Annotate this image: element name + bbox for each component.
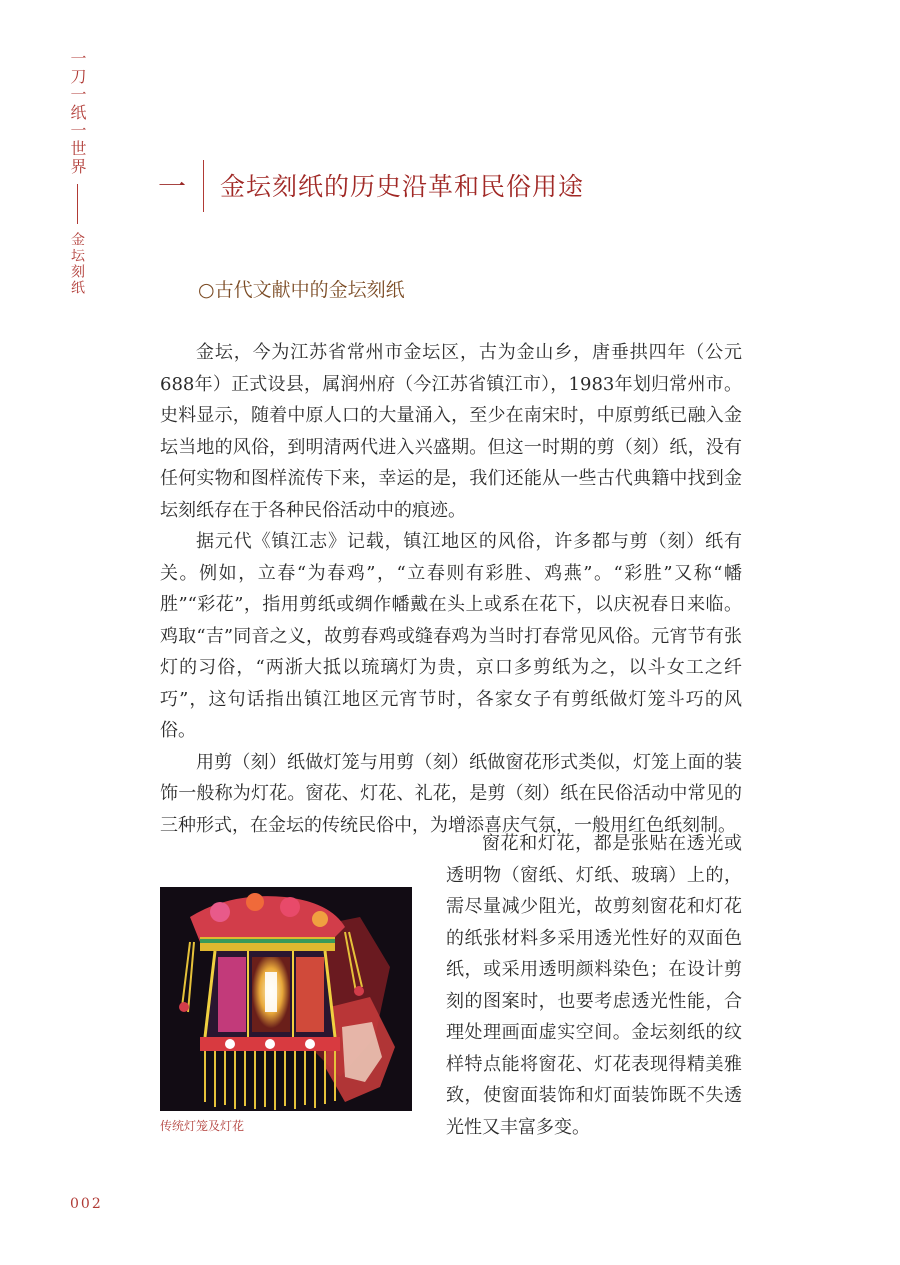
lantern-photo (160, 887, 412, 1111)
figure-caption: 传统灯笼及灯花 (160, 1119, 245, 1133)
paragraph: 用剪（刻）纸做灯笼与用剪（刻）纸做窗花形式类似，灯笼上面的装饰一般称为灯花。窗花、灯花、礼花，是剪（刻）纸在民俗活动中常见的三种形式，在金坛的传统民俗中，为增添喜庆气氛，一般用红色纸刻制。 (160, 751, 742, 836)
paragraph: 金坛，今为江苏省常州市金坛区，古为金山乡，唐垂拱四年（公元688年）正式设县，属润州府（今江苏省镇江市），1983年划归常州市。史料显示，随着中原人口的大量涌入，至少在南宋时，中原剪纸已融入金坛当地的风俗，到明清两代进入兴盛期。但这一时期的剪（刻）纸，没有任何实物和图样流传下来，幸运的是，我们还能从一些古代典籍中找到金坛刻纸存在于各种民俗活动中的痕迹。 (160, 342, 742, 521)
section-title: ○古代文献中的金坛刻纸 (198, 279, 405, 301)
wrapped-text (446, 828, 742, 1143)
book-title: 一刀一纸一世界 (68, 50, 87, 176)
running-header (62, 50, 92, 296)
paragraph: 窗花和灯花，都是张贴在透光或透明物（窗纸、灯纸、玻璃）上的，需尽量减少阻光，故剪刻窗花和灯花的纸张材料多采用透光性好的双面色纸，或采用透明颜料染色；在设计剪刻的图案时，也要考虑透光性能，合理处理画面虚实空间。金坛刻纸的纹样特点能将窗花、灯花表现得精美雅致，使窗面装饰和灯面装饰既不失透光性又丰富多变。 (446, 833, 742, 1138)
header-divider (77, 184, 78, 224)
page-number: 002 (70, 1196, 103, 1212)
book-subtitle: 金坛刻纸 (69, 232, 85, 296)
paragraph: 据元代《镇江志》记载，镇江地区的风俗，许多都与剪（刻）纸有关。例如，立春“为春鸡”，“立春则有彩胜、鸡燕”。“彩胜”又称“幡胜”“彩花”，指用剪纸或绸作幡戴在头上或系在花下，以庆祝春日来临。鸡取“吉”同音之义，故剪春鸡或缝春鸡为当时打春常见风俗。元宵节有张灯的习俗，“两浙大抵以琉璃灯为贵，京口多剪纸为之，以斗女工之纤巧”，这句话指出镇江地区元宵节时，各家女子有剪纸做灯笼斗巧的风俗。 (160, 531, 742, 741)
chapter-divider (203, 160, 204, 212)
lantern-illustration (160, 887, 412, 1111)
body-text (160, 337, 742, 841)
chapter-title: 金坛刻纸的历史沿革和民俗用途 (220, 172, 585, 201)
chapter-number: 一 (158, 170, 187, 203)
